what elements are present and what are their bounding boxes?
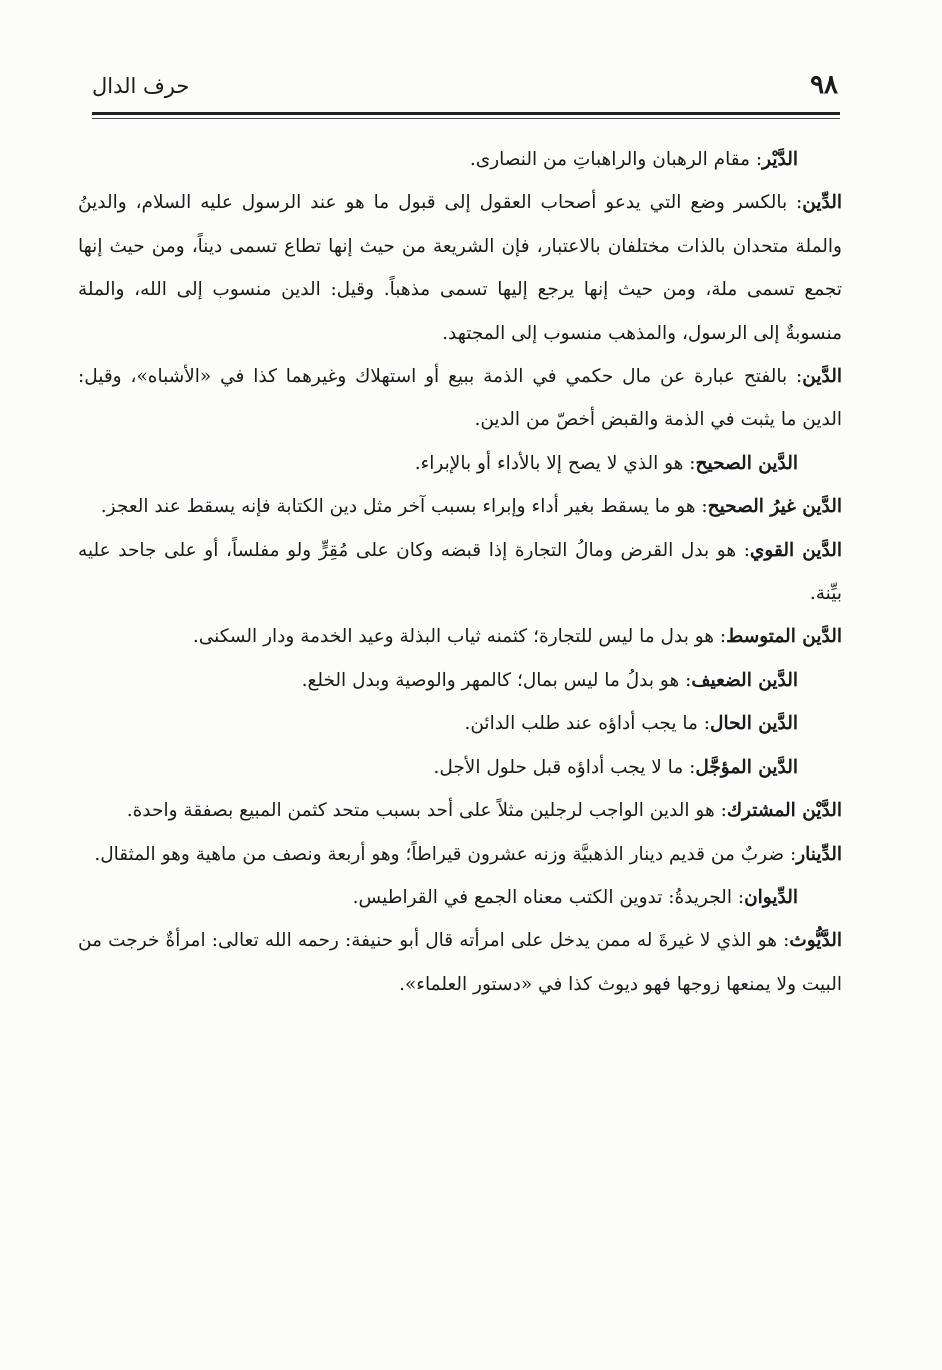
entry-term: الدَّيُّوث	[789, 930, 842, 952]
entry-definition: : هو الذي لا يصح إلا بالأداء أو بالإبراء.	[414, 452, 696, 474]
entry-definition: : مقام الرهبان والراهباتِ من النصارى.	[469, 149, 763, 170]
header-rule-thin	[92, 118, 840, 119]
entry-definition: : هو الذي لا غيرةَ له ممن يدخل على امرأته قال أبو حنيفة: رحمه الله تعالى: امرأةٌ خرجت من البيت ولا يمنعها زوجها فهو ديوث كذا في «دستور العلماء».	[78, 930, 842, 995]
entry-term: الدَّين الضعيف	[691, 669, 798, 691]
entry-definition: : الجريدةُ: تدوين الكتب معناه الجمع في القراطيس.	[352, 886, 745, 908]
entry-term: الدَّيْر	[762, 149, 798, 170]
entry-diwan	[78, 876, 842, 919]
entry-term: الدِّيوان	[744, 886, 798, 908]
entry-definition: : هو بدل القرض ومالُ التجارة إذا قبضه وكان على مُقِرٍّ ولو مفلساً، أو على جاحد عليه بيِّنة.	[78, 539, 842, 605]
entry-term: الدِّينار	[796, 843, 842, 865]
entry-definition: : بالكسر وضع التي يدعو أصحاب العقول إلى قبول ما هو عند الرسول عليه السلام، والدينُ والملة متحدان بالذات مختلفان بالاعتبار، فإن الشريعة من حيث إنها تطاع تسمى ديناً، ومن حيث إنها تجمع تسمى ملة، ومن حيث إنها يرجع إليها تسمى مذهباً. وقيل: الدين منسوب إلى الله، والملة منسوبةٌ إلى الرسول، والمذهب منسوب إلى المجتهد.	[78, 192, 842, 344]
entry-dayn-mutawassit	[78, 615, 842, 658]
entry-term: الدَّين المؤجَّل	[695, 756, 798, 778]
entry-definition: : هو الدين الواجب لرجلين مثلاً على أحد بسبب متحد كثمن المبيع بصفقة واحدة.	[126, 800, 727, 822]
entry-term: الدَّين الصحيح	[695, 452, 798, 474]
entry-dayn-muajjal	[78, 746, 842, 789]
entry-term: الدَّين	[802, 366, 842, 388]
header-rule-thick	[92, 112, 840, 115]
page-number: ٩٨	[810, 70, 838, 100]
entry-term: الدِّين	[802, 192, 842, 214]
entry-dayn-fath	[78, 355, 842, 442]
running-title: حرف الدال	[92, 74, 190, 98]
entry-dayn-hal	[78, 702, 842, 745]
entry-dayn-daif	[78, 659, 842, 702]
entry-term: الدَّين الحال	[710, 713, 798, 735]
entry-dinar	[78, 833, 842, 876]
entry-definition: : ما يجب أداؤه عند طلب الدائن.	[464, 713, 711, 735]
entry-term: الدَّيْن المشترك	[726, 800, 842, 822]
entry-definition: : هو بدلُ ما ليس بمال؛ كالمهر والوصية وبدل الخلع.	[301, 669, 692, 691]
entry-definition: : ضربٌ من قديم دينار الذهبيَّة وزنه عشرون قيراطاً؛ وهو أربعة ونصف من ماهية وهو المثقال.	[94, 843, 797, 865]
entry-term: الدَّين غيرُ الصحيح	[707, 496, 842, 518]
dictionary-entries	[78, 138, 842, 1006]
entry-definition: : ما لا يجب أداؤه قبل حلول الأجل.	[433, 756, 696, 778]
entry-definition: : بالفتح عبارة عن مال حكمي في الذمة ببيع أو استهلاك وغيرهما كذا في «الأشباه»، وقيل: الدين ما يثبت في الذمة والقبض أخصّ من الدين.	[78, 366, 842, 431]
entry-dayyuth	[78, 919, 842, 1006]
entry-dayn-ghayr-sahih	[78, 485, 842, 528]
entry-dayn-mushtarak	[78, 789, 842, 832]
entry-term: الدَّين القوي	[749, 539, 842, 561]
entry-definition: : هو بدل ما ليس للتجارة؛ كثمنه ثياب البذلة وعيد الخدمة ودار السكنى.	[192, 626, 727, 648]
entry-din-kasr	[78, 181, 842, 355]
entry-dayr	[78, 138, 842, 181]
entry-definition: : هو ما يسقط بغير أداء وإبراء بسبب آخر مثل دين الكتابة فإنه يسقط عند العجز.	[100, 496, 708, 518]
entry-dayn-qawi	[78, 529, 842, 616]
page-header	[92, 68, 840, 112]
entry-term: الدَّين المتوسط	[726, 626, 842, 648]
entry-dayn-sahih	[78, 442, 842, 485]
